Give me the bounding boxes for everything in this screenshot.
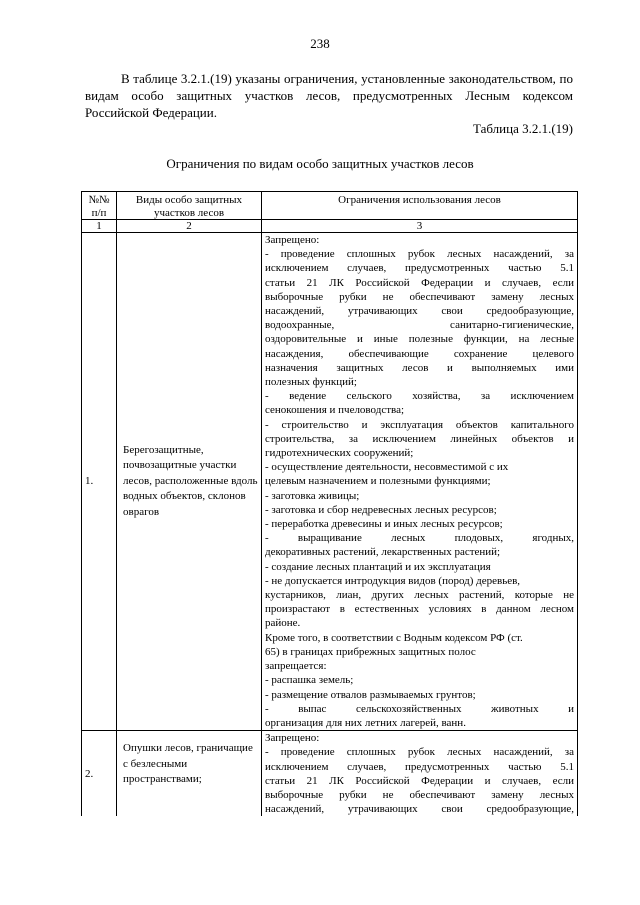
restriction-line: Запрещено: xyxy=(265,234,320,246)
restriction-line: выборочные рубки не обеспечивают замену лесных xyxy=(265,788,574,801)
restriction-line: статьи 21 ЛК Российской Федерации и случаев, если xyxy=(265,774,574,787)
page-number: 238 xyxy=(310,36,330,51)
restriction-line: сенокошения и пчеловодства; xyxy=(265,404,405,417)
restriction-line: исключением случаев, предусмотренных частью 5.1 xyxy=(265,760,574,773)
table-row xyxy=(82,731,578,817)
index-cell: 1 xyxy=(82,220,117,233)
restriction-line: - осуществление деятельности, несовместимой с их xyxy=(265,461,509,474)
restriction-line: - создание лесных плантаций и их эксплуатация xyxy=(265,560,491,573)
header-number: №№ п/п xyxy=(82,192,117,220)
restriction-line: гидротехнических сооружений; xyxy=(265,447,414,460)
restriction-line: районе. xyxy=(265,617,301,630)
restrictions-text xyxy=(265,731,574,816)
restriction-line: назначения защитных лесов и выполняемых ими xyxy=(265,361,574,374)
restriction-line: Кроме того, в соответствии с Водным кодексом РФ (ст. xyxy=(265,631,523,644)
header-restrictions: Ограничения использования лесов xyxy=(262,192,578,220)
row-number: 1. xyxy=(82,233,117,731)
restriction-line: - выращивание лесных плодовых, ягодных, xyxy=(265,532,574,545)
table-title: Ограничения по видам особо защитных участков лесов xyxy=(166,156,474,171)
restriction-line: 65) в границах прибрежных защитных полос xyxy=(265,645,476,658)
restriction-line: водоохранные, санитарно-гигиенические, xyxy=(265,319,574,332)
restriction-line: - распашка земель; xyxy=(265,674,354,687)
table-label: Таблица 3.2.1.(19) xyxy=(472,121,573,136)
table-header-row xyxy=(82,192,578,220)
row-kind: Опушки лесов, граничащие с безлесными пространствами; xyxy=(117,731,262,817)
restriction-line: - строительство и эксплуатация объектов капитального xyxy=(265,418,574,431)
row-restrictions xyxy=(262,233,578,731)
restriction-line: статьи 21 ЛК Российской Федерации и случаев, если xyxy=(265,276,574,289)
row-kind: Берегозащитные, почвозащитные участки лесов, расположенные вдоль водных объектов, склонов оврагов xyxy=(117,233,262,731)
restriction-line: - ведение сельского хозяйства, за исключением xyxy=(265,390,574,403)
intro-paragraph: В таблице 3.2.1.(19) указаны ограничения, установленные законодательством, по видам особо защитных участков лесов, предусмотренных Лесным кодексом Российской Федерации. xyxy=(85,71,573,120)
restriction-line: - заготовка живицы; xyxy=(265,489,360,502)
index-cell: 2 xyxy=(117,220,262,233)
restriction-line: - проведение сплошных рубок лесных насаждений, за xyxy=(265,248,574,261)
restriction-line: - не допускается интродукция видов (пород) деревьев, xyxy=(265,574,521,587)
restriction-line: - переработка древесины и иных лесных ресурсов; xyxy=(265,518,503,531)
restriction-line: насаждений, утрачивающих свои средообразующие, xyxy=(265,305,574,318)
restriction-line: организация для них летних лагерей, ванн. xyxy=(265,716,466,729)
restriction-line: запрещается: xyxy=(265,660,327,673)
restriction-line: Запрещено: xyxy=(265,732,320,745)
restriction-line: выборочные рубки не обеспечивают замену лесных xyxy=(265,290,574,303)
restrictions-table xyxy=(81,191,578,816)
row-number: 2. xyxy=(82,731,117,817)
restriction-line: строительства, за исключением линейных объектов и xyxy=(265,432,574,445)
restriction-line: - выпас сельскохозяйственных животных и xyxy=(265,702,574,715)
restriction-line: кустарников, лиан, других лесных растений, которые не xyxy=(265,589,574,602)
restriction-line: исключением случаев, предусмотренных частью 5.1 xyxy=(265,262,574,275)
restriction-line: оздоровительные и иные полезные функции, на лесные xyxy=(265,333,574,346)
restriction-line: - размещение отвалов размываемых грунтов; xyxy=(265,688,476,701)
table-index-row xyxy=(82,220,578,233)
header-kind: Виды особо защитных участков лесов xyxy=(117,192,262,220)
restriction-line: - заготовка и сбор недревесных лесных ресурсов; xyxy=(265,503,497,516)
restriction-line: - проведение сплошных рубок лесных насаждений, за xyxy=(265,746,574,759)
restriction-line: насаждений, утрачивающих свои средообразующие, xyxy=(265,803,574,816)
table-row xyxy=(82,233,578,731)
restriction-line: декоративных растений, лекарственных растений; xyxy=(265,546,501,559)
restriction-line: полезных функций; xyxy=(265,376,357,389)
restrictions-text xyxy=(265,233,574,730)
restriction-line: насаждения, обеспечивающие сохранение целевого xyxy=(265,347,574,360)
restriction-line: произрастают в естественных условиях в данном лесном xyxy=(265,603,574,616)
restriction-line: целевым назначением и полезными функциями; xyxy=(265,475,491,488)
index-cell: 3 xyxy=(262,220,578,233)
row-restrictions xyxy=(262,731,578,817)
